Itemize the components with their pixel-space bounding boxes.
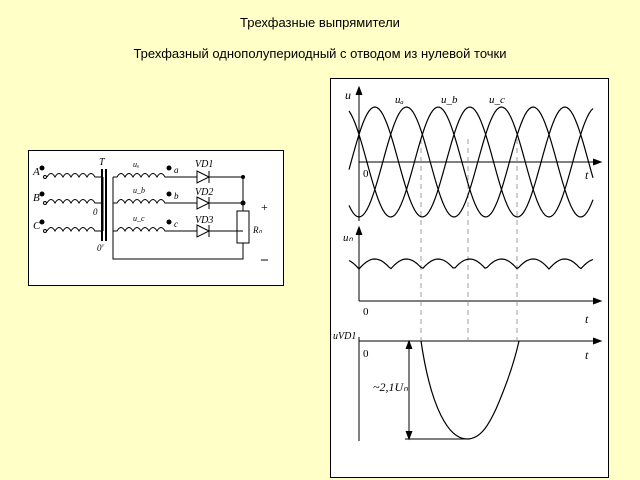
phase-label-c: C [33,220,41,232]
load-label: Rₙ [253,225,263,235]
winding-label-c: u_c [133,214,145,223]
diode-vd1 [197,171,209,183]
winding-label-b: u_b [133,186,145,195]
tap-label-b: b [174,191,179,201]
circuit-diagram [28,150,284,286]
primary-coil-a [47,174,103,178]
secondary-coil-c [113,228,175,232]
neutral-label-secondary: 0' [97,243,104,253]
origin-label-mid: 0 [363,306,369,318]
minus-sign: – [261,252,268,267]
slide-title: Трехфазные выпрямители [240,15,400,30]
primary-coil-b [47,200,103,204]
diode-vd3 [197,225,209,237]
tap-label-c: c [174,219,178,229]
primary-coil-c [47,228,103,232]
diode-label-vd2: VD2 [195,187,214,198]
diode-voltage-curve [421,341,519,439]
slide-subtitle: Трехфазный однополупериодный с отводом из нулевой точки [133,46,507,61]
secondary-coil-a [113,174,175,178]
origin-label-bottom: 0 [363,348,369,360]
curve-label-ua: uₐ [395,94,404,106]
time-label-bottom: t [585,348,589,362]
load-resistor [237,211,249,243]
secondary-coil-b [113,200,175,204]
diode-vd2 [197,197,209,209]
tap-label-a: a [174,165,179,175]
reverse-voltage-label: ~2,1Uₙ [373,380,408,394]
waveform-diagram [330,78,609,478]
diode-axis-label: uVD1 [333,331,357,342]
curve-label-ub: u_b [441,94,458,106]
phase-axis-label: u [345,88,351,102]
neutral-label-primary: 0 [93,207,98,217]
time-label-mid: t [585,312,589,326]
phase-label-a: A [33,166,40,178]
plus-sign: + [261,200,268,214]
winding-label-a: uₐ [133,160,140,169]
diode-label-vd1: VD1 [195,159,214,170]
origin-label-top: 0 [363,168,369,180]
curve-label-uc: u_c [489,94,505,106]
time-label-top: t [585,168,589,182]
output-axis-label: uₙ [343,232,353,244]
output-voltage-curve [349,259,593,269]
circuit-svg [29,151,285,287]
phase-label-b: B [33,192,40,204]
diode-label-vd3: VD3 [195,215,214,226]
waveform-svg [331,79,610,479]
transformer-label: T [99,157,105,168]
